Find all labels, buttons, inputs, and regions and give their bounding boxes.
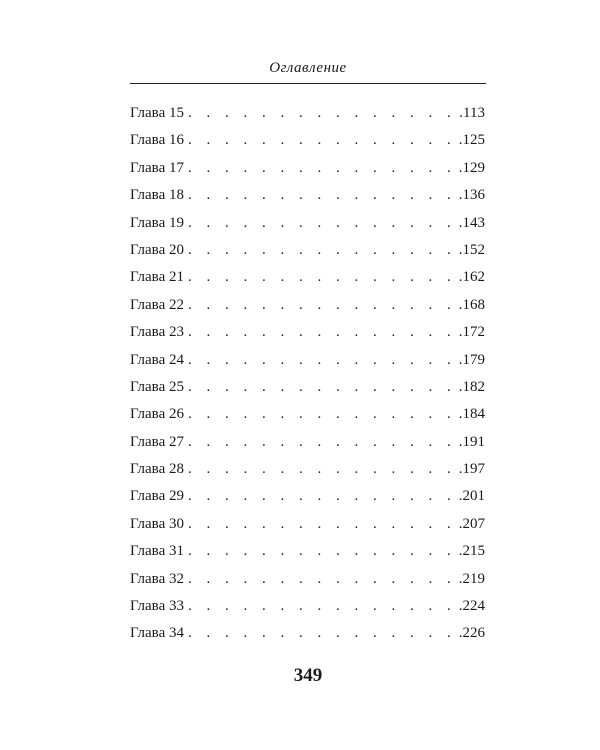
toc-entry-label: Глава 22 [130,296,184,313]
toc-entry-label: Глава 31 [130,543,184,560]
toc-entry-label: Глава 16 [130,132,184,149]
toc-entry-label: Глава 18 [130,187,184,204]
toc-entry[interactable] [130,319,485,346]
toc-entry-page: . 125 [459,127,485,154]
page-number: 349 [293,665,323,686]
dot-leader [184,456,459,483]
dot-leader [184,210,459,237]
toc-entry-page: . 168 [459,292,485,319]
toc-entry-page: . 226 [459,620,485,647]
toc-entry-label: Глава 30 [130,515,184,532]
dot-leader [184,593,459,620]
toc-entry-page: . 162 [459,264,485,291]
toc-entry-label: Глава 24 [130,351,184,368]
toc-entry-page: . 136 [459,182,485,209]
dot-leader [184,401,459,428]
dot-leader [184,100,459,127]
toc-entry[interactable] [130,292,485,319]
toc-entry-label: Глава 27 [130,433,184,450]
toc-entry-label: Глава 17 [130,159,184,176]
running-header: Оглавление [269,60,347,76]
dot-leader [184,127,459,154]
dot-leader [184,182,459,209]
toc-entry[interactable] [130,264,485,291]
toc-entry-page: . 207 [459,511,485,538]
toc-entry[interactable] [130,511,485,538]
toc-entry-label: Глава 15 [130,105,184,121]
toc-entry-page: . 219 [459,566,485,593]
toc-entry-label: Глава 20 [130,241,184,258]
dot-leader [184,155,459,182]
toc-entry-page: . 179 [459,347,485,374]
dot-leader [184,319,459,346]
toc-entry-label: Глава 33 [130,598,184,615]
header-rule [130,83,486,84]
table-of-contents [130,100,485,648]
toc-entry[interactable] [130,593,485,620]
toc-entry[interactable] [130,566,485,593]
toc-entry[interactable] [130,456,485,483]
toc-entry-label: Глава 26 [130,406,184,423]
toc-entry[interactable] [130,127,485,154]
toc-entry-page: . 129 [459,155,485,182]
toc-entry-label: Глава 34 [130,625,184,642]
toc-entry-page: . 224 [459,593,485,620]
toc-entry-label: Глава 29 [130,488,184,505]
toc-entry[interactable] [130,483,485,510]
toc-entry-label: Глава 19 [130,214,184,231]
toc-entry[interactable] [130,347,485,374]
toc-entry-label: Глава 23 [130,324,184,341]
dot-leader [184,511,459,538]
dot-leader [184,429,459,456]
toc-entry-page: . 143 [459,210,485,237]
dot-leader [184,347,459,374]
toc-entry-label: Глава 32 [130,570,184,587]
toc-entry-page: . 182 [459,374,485,401]
dot-leader [184,374,459,401]
dot-leader [184,566,459,593]
toc-entry-page: . 172 [459,319,485,346]
dot-leader [184,620,459,647]
toc-entry-page: . 184 [459,401,485,428]
toc-entry-label: Глава 28 [130,461,184,478]
toc-entry[interactable] [130,210,485,237]
toc-entry[interactable] [130,620,485,647]
dot-leader [184,483,459,510]
toc-entry[interactable] [130,237,485,264]
toc-entry-page: . 197 [459,456,485,483]
toc-entry[interactable] [130,538,485,565]
toc-entry[interactable] [130,182,485,209]
toc-entry[interactable] [130,374,485,401]
toc-entry[interactable] [130,429,485,456]
dot-leader [184,292,459,319]
toc-entry-page: . 152 [459,237,485,264]
dot-leader [184,237,459,264]
toc-entry-page: . 191 [459,429,485,456]
dot-leader [184,538,459,565]
dot-leader [184,264,459,291]
toc-entry-page: . 215 [459,538,485,565]
toc-entry[interactable] [130,100,485,127]
toc-entry-page: . 201 [459,483,485,510]
toc-entry-label: Глава 25 [130,378,184,395]
toc-entry-page: . 113 [459,100,485,127]
toc-entry[interactable] [130,401,485,428]
toc-entry-label: Глава 21 [130,269,184,286]
toc-entry[interactable] [130,155,485,182]
